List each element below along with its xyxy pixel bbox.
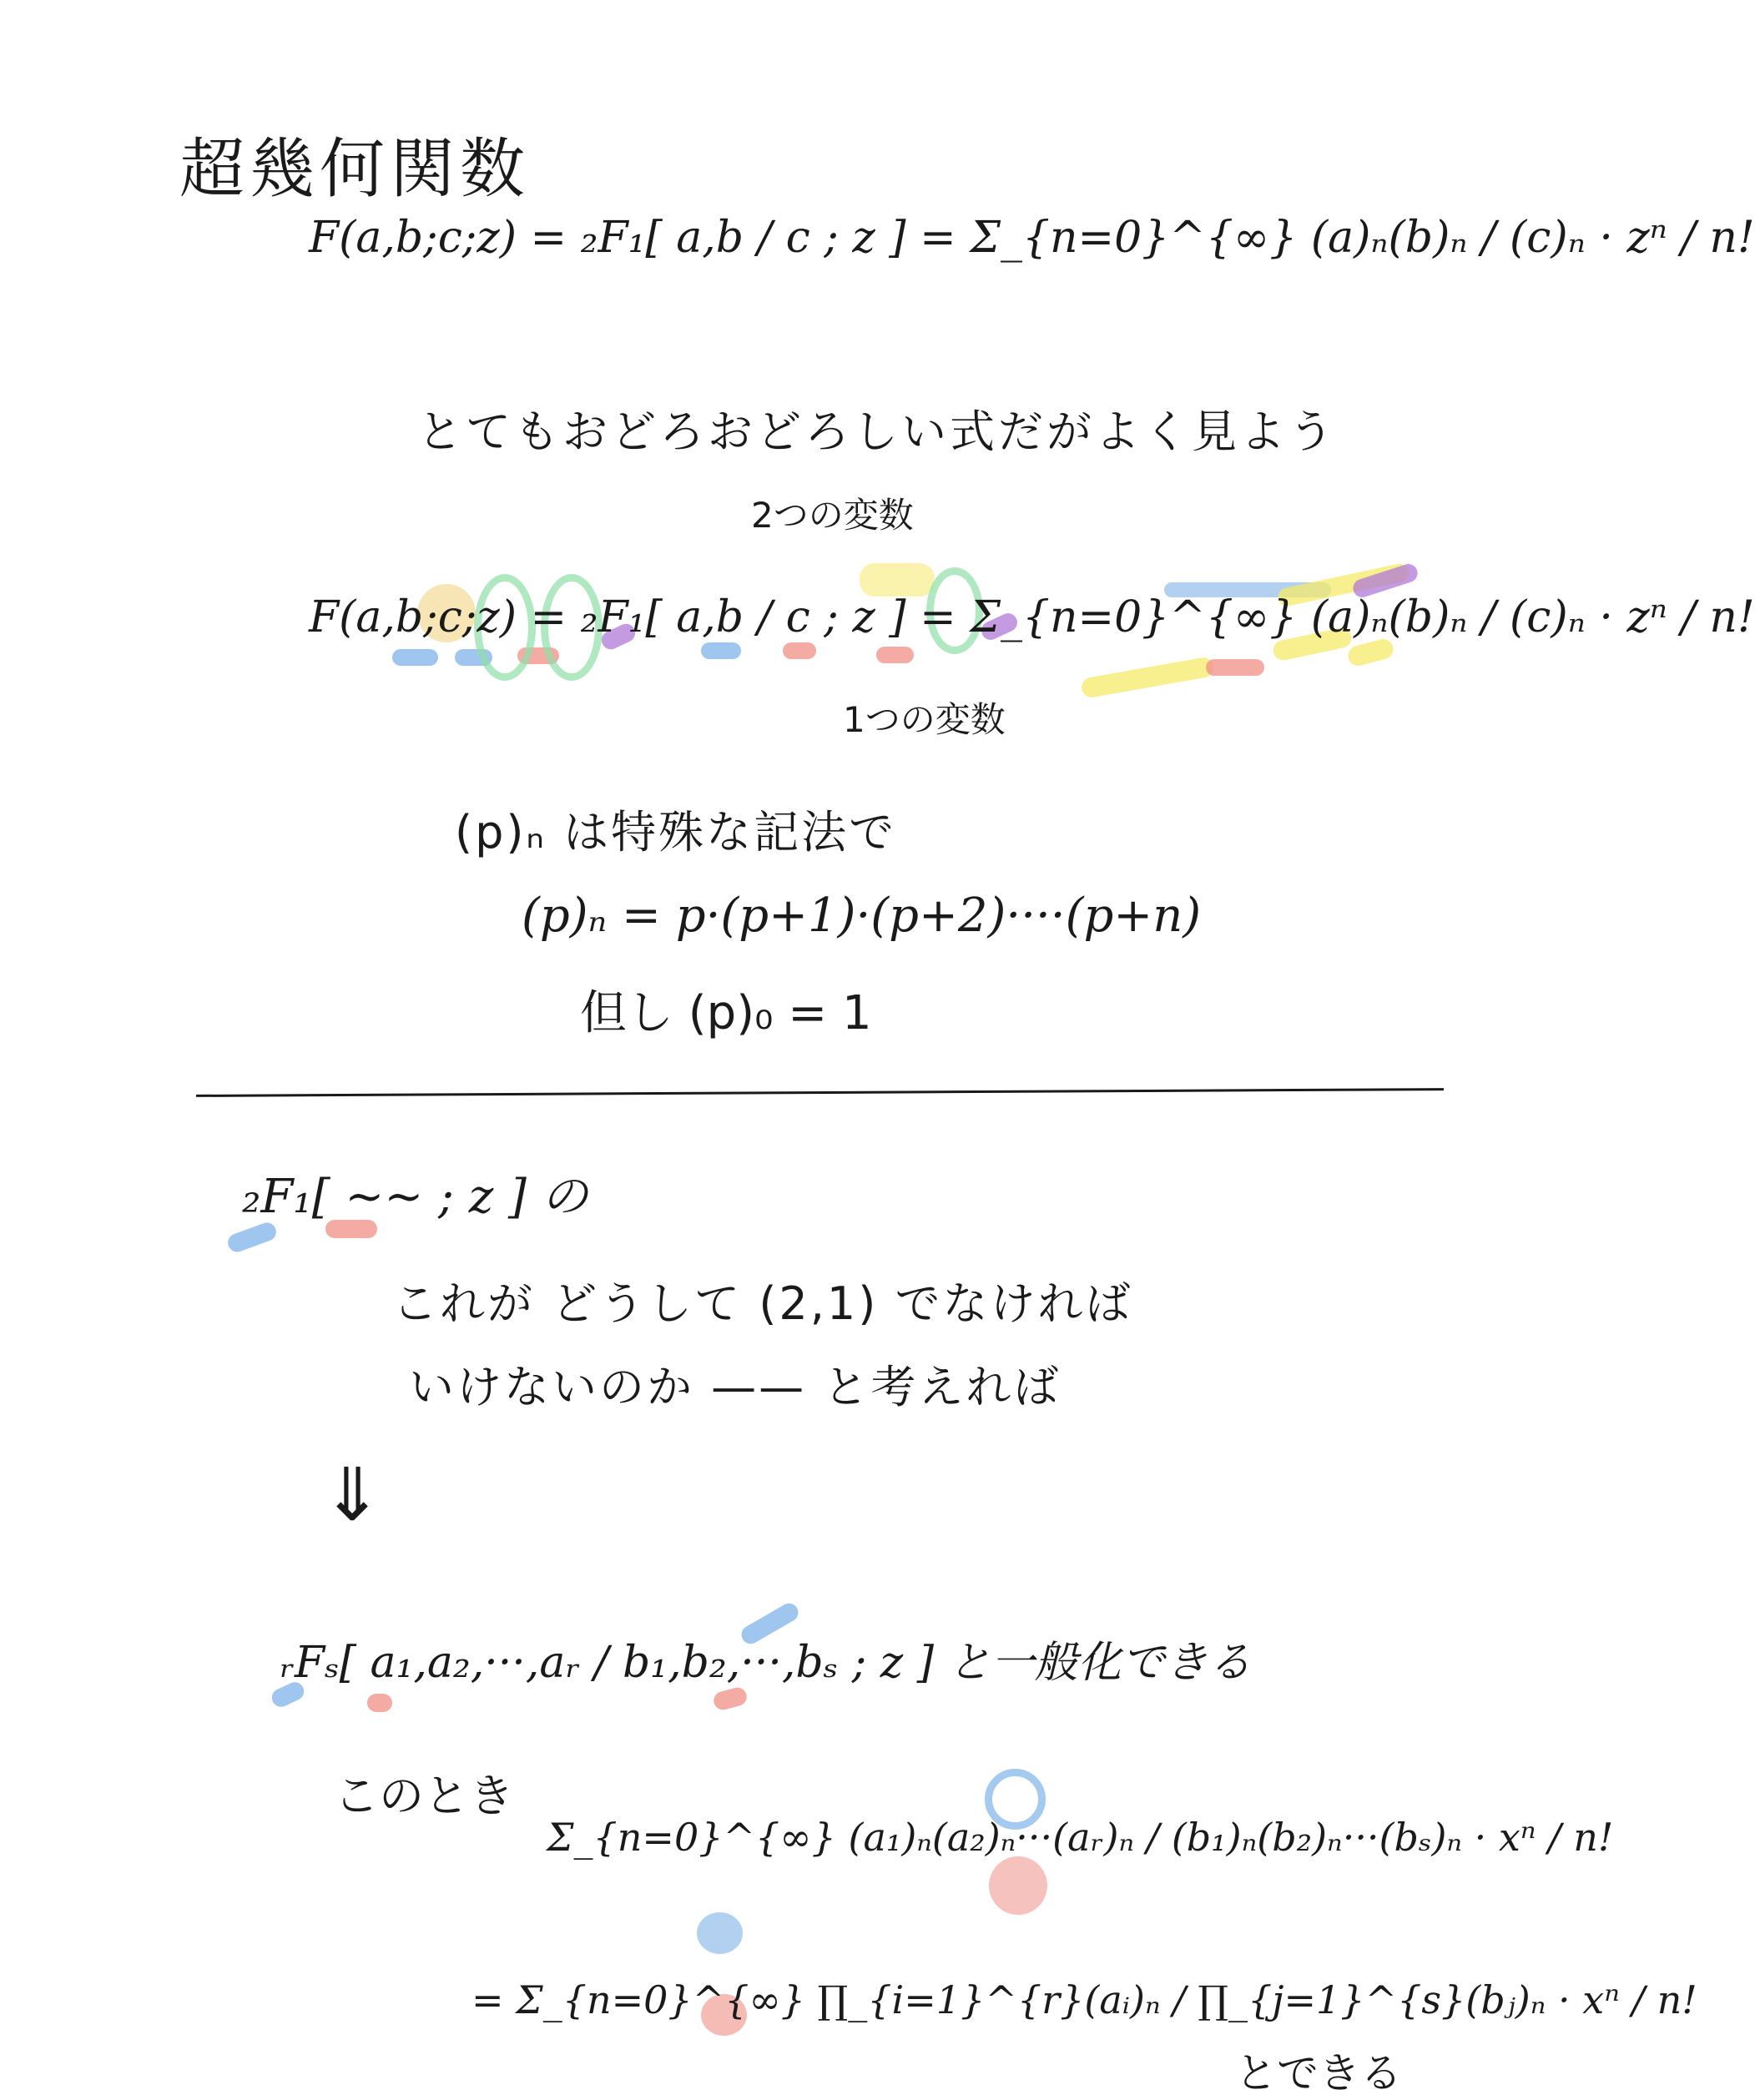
pochhammer-definition: (p)ₙ = p·(p+1)·(p+2)····(p+n) bbox=[522, 889, 1202, 943]
highlight-blue-r2 bbox=[697, 1912, 743, 1954]
highlight-blue-a bbox=[392, 649, 438, 666]
dekiru-label: とできる bbox=[1235, 2049, 1402, 2097]
highlight-red-bs2 bbox=[989, 1856, 1047, 1915]
pochhammer-zero: 但し (p)₀ = 1 bbox=[580, 986, 872, 1040]
section2-line1: これが どうして (2,1) でなければ bbox=[392, 1277, 1133, 1330]
annotated-equation: F(a,b;c;z) = ₂F₁[ a,b / c ; z ] = Σ_{n=0}^{∞} (a)ₙ(b)ₙ / (c)ₙ · zⁿ / n! bbox=[309, 592, 1755, 642]
note-scary-formula: とてもおどろおどろしい式だがよく見よう bbox=[417, 405, 1337, 458]
highlight-blue-2 bbox=[701, 642, 741, 659]
highlight-red-c2 bbox=[876, 647, 914, 663]
highlight-yellow-ab bbox=[860, 563, 935, 597]
section-divider bbox=[196, 1088, 1444, 1097]
annotation-two-variables: 2つの変数 bbox=[751, 495, 914, 536]
highlight-red-cn bbox=[1206, 659, 1264, 676]
general-sum-fraction: Σ_{n=0}^{∞} (a₁)ₙ(a₂)ₙ···(aᵣ)ₙ / (b₁)ₙ(b₂)ₙ···(bₛ)ₙ · xⁿ / n! bbox=[547, 1815, 1614, 1860]
highlight-red-1 bbox=[783, 642, 816, 659]
annotation-one-variable: 1つの変数 bbox=[843, 699, 1006, 740]
konotoki-label: このとき bbox=[334, 1770, 514, 1822]
pochhammer-intro: (p)ₙ は特殊な記法で bbox=[455, 806, 897, 859]
section2-heading: ₂F₁[ ~~ ; z ] の bbox=[242, 1170, 588, 1224]
double-down-arrow-icon: ⇓ bbox=[321, 1452, 383, 1538]
general-sum-product: = Σ_{n=0}^{∞} ∏_{i=1}^{r}(aᵢ)ₙ / ∏_{j=1}^{s}(bⱼ)ₙ · xⁿ / n! bbox=[472, 1977, 1697, 2022]
hypergeometric-definition: F(a,b;c;z) = ₂F₁[ a,b / c ; z ] = Σ_{n=0}^{∞} (a)ₙ(b)ₙ / (c)ₙ · zⁿ / n! bbox=[309, 213, 1755, 263]
general-form-equation: ᵣFₛ[ a₁,a₂,···,aᵣ / b₁,b₂,···,bₛ ; z ] と一般化できる bbox=[280, 1638, 1252, 1688]
highlight-red-s bbox=[367, 1694, 392, 1712]
section2-line2: いけないのか —— と考えれば bbox=[409, 1361, 1062, 1413]
page-title: 超幾何関数 bbox=[179, 132, 531, 207]
highlight-yellow-sum2 bbox=[1080, 656, 1215, 698]
